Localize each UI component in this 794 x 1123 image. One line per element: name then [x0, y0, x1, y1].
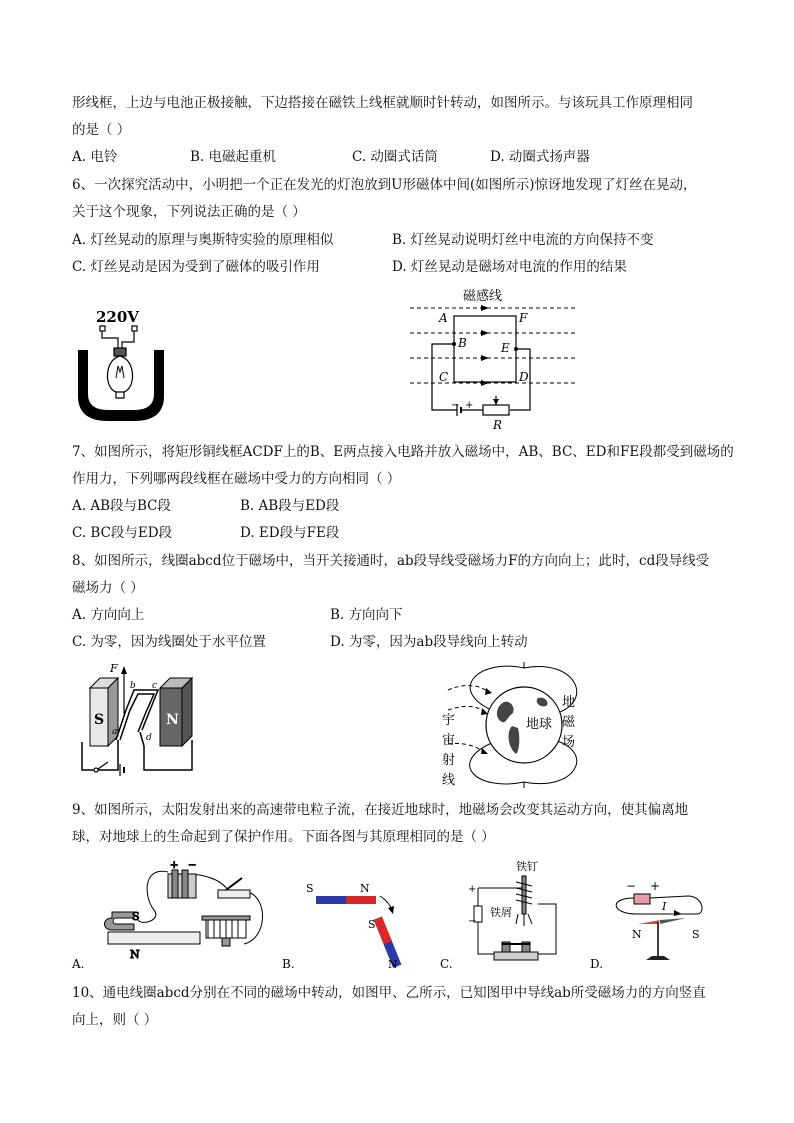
force-f-arrow [121, 666, 127, 714]
compass-needle [638, 918, 686, 960]
q5-option-c: C. 动圈式话筒 [352, 149, 438, 165]
q6-option-b: B. 灯丝晃动说明灯丝中电流的方向保持不变 [392, 232, 654, 248]
magnet-n [160, 678, 192, 746]
switch-base [494, 942, 538, 960]
field-arrows [481, 305, 489, 386]
battery-minus-label: − [451, 400, 460, 411]
c-battery-minus: − [468, 916, 477, 927]
q8-option-c: C. 为零，因为线圈处于水平位置 [72, 634, 266, 650]
earth-label: 地球 [526, 717, 553, 732]
q10-stem-line1: 10、通电线圈abcd分别在不同的磁场中转动，如图甲、乙所示，已知图甲中导线ab所受磁场力的方向竖直 [72, 985, 706, 1001]
needle-s-label: S [692, 928, 700, 941]
point-d-label: D [519, 370, 529, 384]
field-char-3: 场 [562, 735, 576, 750]
q9-figure-b [282, 874, 412, 974]
battery-plus-label: + [465, 400, 474, 411]
q8-stem-line2: 磁场力（ ） [72, 580, 144, 596]
switch [218, 878, 250, 898]
battery-minus: − [188, 860, 197, 871]
q5-option-d: D. 动圈式扬声器 [490, 149, 590, 165]
electromagnet-n-label: N [130, 948, 140, 961]
field-char-2: 磁 [562, 715, 576, 730]
bottom-magnet-s: S [368, 918, 376, 931]
d-battery-minus: − [626, 879, 637, 893]
cosmic-ray-char-4: 线 [442, 773, 456, 788]
q9-label-b: B. [282, 957, 295, 971]
q8-option-b: B. 方向向下 [330, 607, 403, 623]
point-c-label: C [439, 370, 449, 384]
q5-option-a: A. 电铃 [72, 149, 118, 165]
field-frame-figure [405, 284, 745, 434]
electromagnet [105, 910, 201, 961]
point-f-label: F [519, 311, 528, 325]
q9-stem-line1: 9、如图所示，太阳发射出来的高速带电粒子流，在接近地球时，地磁场会改变其运动方向，使其偏离地 [72, 802, 689, 818]
battery-plus: + [170, 860, 179, 871]
top-magnet-red [346, 896, 376, 904]
coil-b-label: b [130, 681, 136, 691]
battery-pack [168, 860, 196, 898]
q8-option-a: A. 方向向上 [72, 607, 145, 623]
cosmic-ray-char-1: 宇 [442, 713, 456, 728]
field-lines-label: 磁感线 [463, 289, 503, 304]
coil-d-label: d [146, 733, 152, 743]
q9-label-c: C. [440, 957, 453, 971]
rheostat [202, 916, 250, 946]
magnet-n-label: N [166, 712, 179, 728]
d-battery-plus: + [650, 879, 661, 893]
voltage-label: 220V [96, 308, 139, 326]
q9-figure-c [438, 858, 568, 974]
q7-stem-line1: 7、如图所示，将矩形铜线框ACDF上的B、E两点接入电路并放入磁场中，AB、BC、ED和FE段都受到磁场的 [72, 444, 734, 460]
resistor-label: R [493, 418, 503, 432]
cosmic-ray-char-3: 射 [442, 753, 456, 768]
nail-label: 铁钉 [516, 860, 538, 873]
point-a-label: A [439, 311, 448, 325]
cosmic-ray-char-2: 宙 [442, 733, 456, 748]
lamp [100, 326, 137, 398]
q9-stem-line2: 球，对地球上的生命起到了保护作用。下面各图与其原理相同的是（ ） [72, 829, 495, 845]
q5-stem-line2: 的是（ ） [72, 122, 131, 138]
field-lines [410, 308, 575, 383]
q10-stem-line2: 向上，则（ ） [72, 1012, 158, 1028]
q7-option-a: A. AB段与BC段 [72, 498, 172, 514]
q6-option-d: D. 灯丝晃动是磁场对电流的作用的结果 [392, 259, 627, 275]
q7-option-c: C. BC段与ED段 [72, 525, 173, 541]
q5-option-b: B. 电磁起重机 [190, 149, 277, 165]
q9-figure-a [72, 858, 272, 972]
coil-c-label: c [152, 681, 158, 691]
filings-label: 铁屑 [490, 906, 512, 919]
point-e-label: E [501, 341, 510, 355]
q9-label-a: A. [72, 957, 85, 971]
top-magnet-n: N [360, 882, 370, 895]
q9-label-d: D. [590, 957, 604, 971]
top-magnet-s: S [306, 882, 314, 895]
electromagnet-s-label: S [132, 910, 140, 923]
q6-stem-line1: 6、一次探究活动中，小明把一个正在发光的灯泡放到U形磁体中间(如图所示)惊讶地发现了灯丝在晃动， [72, 177, 697, 193]
magnet-s-label: S [94, 712, 105, 728]
current-label: I [662, 900, 667, 913]
q6-option-c: C. 灯丝晃动是因为受到了磁体的吸引作用 [72, 259, 320, 275]
switch-battery [94, 762, 124, 776]
u-magnet-lamp-figure [70, 306, 180, 426]
bottom-magnet-n: N [388, 958, 398, 971]
force-f-label: F [110, 662, 118, 675]
q7-option-b: B. AB段与ED段 [240, 498, 340, 514]
q7-option-d: D. ED段与FE段 [240, 525, 340, 541]
nail-circuit [474, 876, 556, 954]
field-char-1: 地 [562, 695, 576, 710]
q5-stem-line1: 形线框，上边与电池正极接触，下边搭接在磁铁上线框就顺时针转动，如图所示。与该玩具工作原理相同 [72, 95, 693, 111]
needle-n-label: N [632, 928, 642, 941]
q9-figure-d [588, 878, 708, 974]
earth-field-figure [436, 662, 596, 788]
coil-magnet-figure [72, 660, 202, 784]
q6-stem-line2: 关于这个现象，下列说法正确的是（ ） [72, 204, 306, 220]
oersted-wire [616, 896, 702, 914]
q6-option-a: A. 灯丝晃动的原理与奥斯特实验的原理相似 [72, 232, 334, 248]
point-b-label: B [458, 336, 467, 350]
top-magnet-blue [316, 896, 346, 904]
q7-stem-line2: 作用力，下列哪两段线框在磁场中受力的方向相同（ ） [72, 471, 401, 487]
c-battery-plus: + [468, 884, 477, 895]
battery [634, 894, 650, 904]
q8-option-d: D. 为零，因为ab段导线向上转动 [330, 634, 528, 650]
q8-stem-line1: 8、如图所示，线圈abcd位于磁场中，当开关接通时，ab段导线受磁场力F的方向向上；此时，cd段导线受 [72, 553, 710, 569]
coil-a-label: a [112, 727, 118, 737]
